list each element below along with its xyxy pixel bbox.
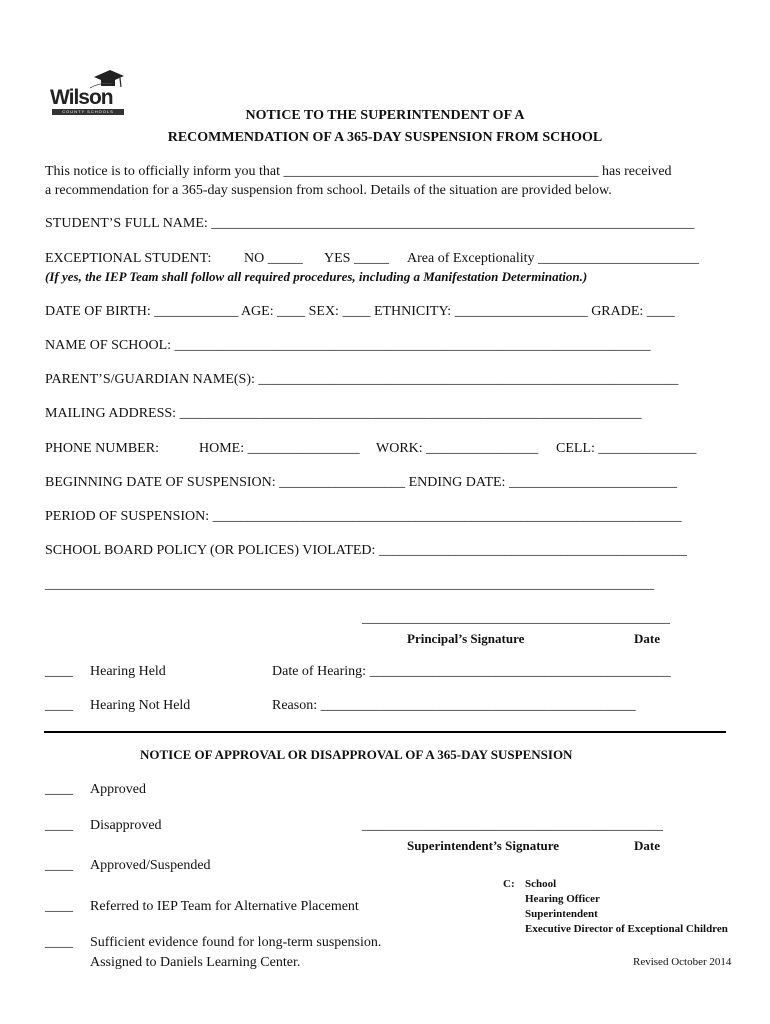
school-name-field: NAME OF SCHOOL: ____________________________________________________________________ [45, 338, 651, 353]
iep-note: (If yes, the IEP Team shall follow all required procedures, including a Manifestation Determination.) [45, 269, 588, 284]
policy-violated-field: SCHOOL BOARD POLICY (OR POLICES) VIOLATED: ____________________________________________ [45, 543, 687, 558]
suspension-dates-row: BEGINNING DATE OF SUSPENSION: __________________ ENDING DATE: ________________________ [45, 475, 677, 490]
sufficient-evidence-line-1: Sufficient evidence found for long-term suspension. [90, 935, 382, 950]
approved-suspended-blank: ____ [45, 858, 73, 873]
sufficient-evidence-line-2: Assigned to Daniels Learning Center. [90, 955, 301, 970]
hearing-not-held-label: Hearing Not Held [90, 698, 191, 713]
section-divider [44, 731, 726, 733]
intro-line-1: This notice is to officially inform you that _____________________________________________ has received [45, 164, 672, 179]
superintendent-signature-line: ___________________________________________ [362, 818, 663, 833]
period-of-suspension-field: PERIOD OF SUSPENSION: ___________________________________________________________________ [45, 509, 682, 524]
dob-age-sex-row: DATE OF BIRTH: ____________ AGE: ____ SEX: ____ ETHNICITY: ___________________ GRADE: ____ [45, 304, 675, 319]
logo-wordmark: Wilson [50, 86, 113, 109]
referred-label: Referred to IEP Team for Alternative Placement [90, 899, 359, 914]
work-phone-field: WORK: ________________ [376, 441, 539, 456]
title-line-2: RECOMMENDATION OF A 365-DAY SUSPENSION FROM SCHOOL [167, 130, 603, 145]
cell-phone-field: CELL: ______________ [556, 441, 697, 456]
date-of-hearing-field: Date of Hearing: ___________________________________________ [272, 664, 671, 679]
approved-blank: ____ [45, 782, 73, 797]
cc-item-hearing-officer: Hearing Officer [525, 893, 600, 905]
referred-blank: ____ [45, 899, 73, 914]
sufficient-evidence-blank: ____ [45, 935, 73, 950]
exceptional-yes-field: YES _____ [324, 251, 389, 266]
superintendent-signature-label: Superintendent’s Signature [407, 838, 560, 853]
hearing-held-blank: ____ [45, 664, 73, 679]
title-line-1: NOTICE TO THE SUPERINTENDENT OF A [245, 108, 525, 123]
principal-date-label: Date [634, 631, 660, 646]
phone-number-label: PHONE NUMBER: [45, 441, 159, 456]
cc-label: C: [503, 878, 515, 890]
exceptional-no-field: NO _____ [244, 251, 303, 266]
exceptional-student-label: EXCEPTIONAL STUDENT: [45, 251, 212, 266]
principal-signature-line: ____________________________________________ [362, 611, 670, 626]
student-name-field: STUDENT’S FULL NAME: _____________________________________________________________________ [45, 216, 695, 231]
approved-label: Approved [90, 782, 146, 797]
cc-item-superintendent: Superintendent [525, 908, 598, 920]
approval-section-title: NOTICE OF APPROVAL OR DISAPPROVAL OF A 365-DAY SUSPENSION [140, 747, 573, 762]
home-phone-field: HOME: ________________ [199, 441, 360, 456]
disapproved-label: Disapproved [90, 818, 162, 833]
cc-item-executive-director: Executive Director of Exceptional Children [525, 923, 728, 935]
principal-signature-label: Principal’s Signature [407, 631, 525, 646]
superintendent-date-label: Date [634, 838, 660, 853]
revised-date: Revised October 2014 [633, 956, 732, 968]
hearing-held-label: Hearing Held [90, 664, 166, 679]
hearing-not-held-blank: ____ [45, 698, 73, 713]
cc-item-school: School [525, 878, 557, 890]
intro-line-2: a recommendation for a 365-day suspension from school. Details of the situation are provided below. [45, 183, 612, 198]
mailing-address-field: MAILING ADDRESS: __________________________________________________________________ [45, 406, 642, 421]
approved-suspended-label: Approved/Suspended [90, 858, 211, 873]
parent-guardian-field: PARENT’S/GUARDIAN NAME(S): ____________________________________________________________ [45, 372, 679, 387]
logo-subtitle: COUNTY SCHOOLS [52, 109, 124, 115]
disapproved-blank: ____ [45, 818, 73, 833]
reason-field: Reason: _____________________________________________ [272, 698, 636, 713]
policy-continuation-line: _______________________________________________________________________________________ [45, 577, 654, 592]
area-of-exceptionality-field: Area of Exceptionality _______________________ [407, 251, 700, 266]
